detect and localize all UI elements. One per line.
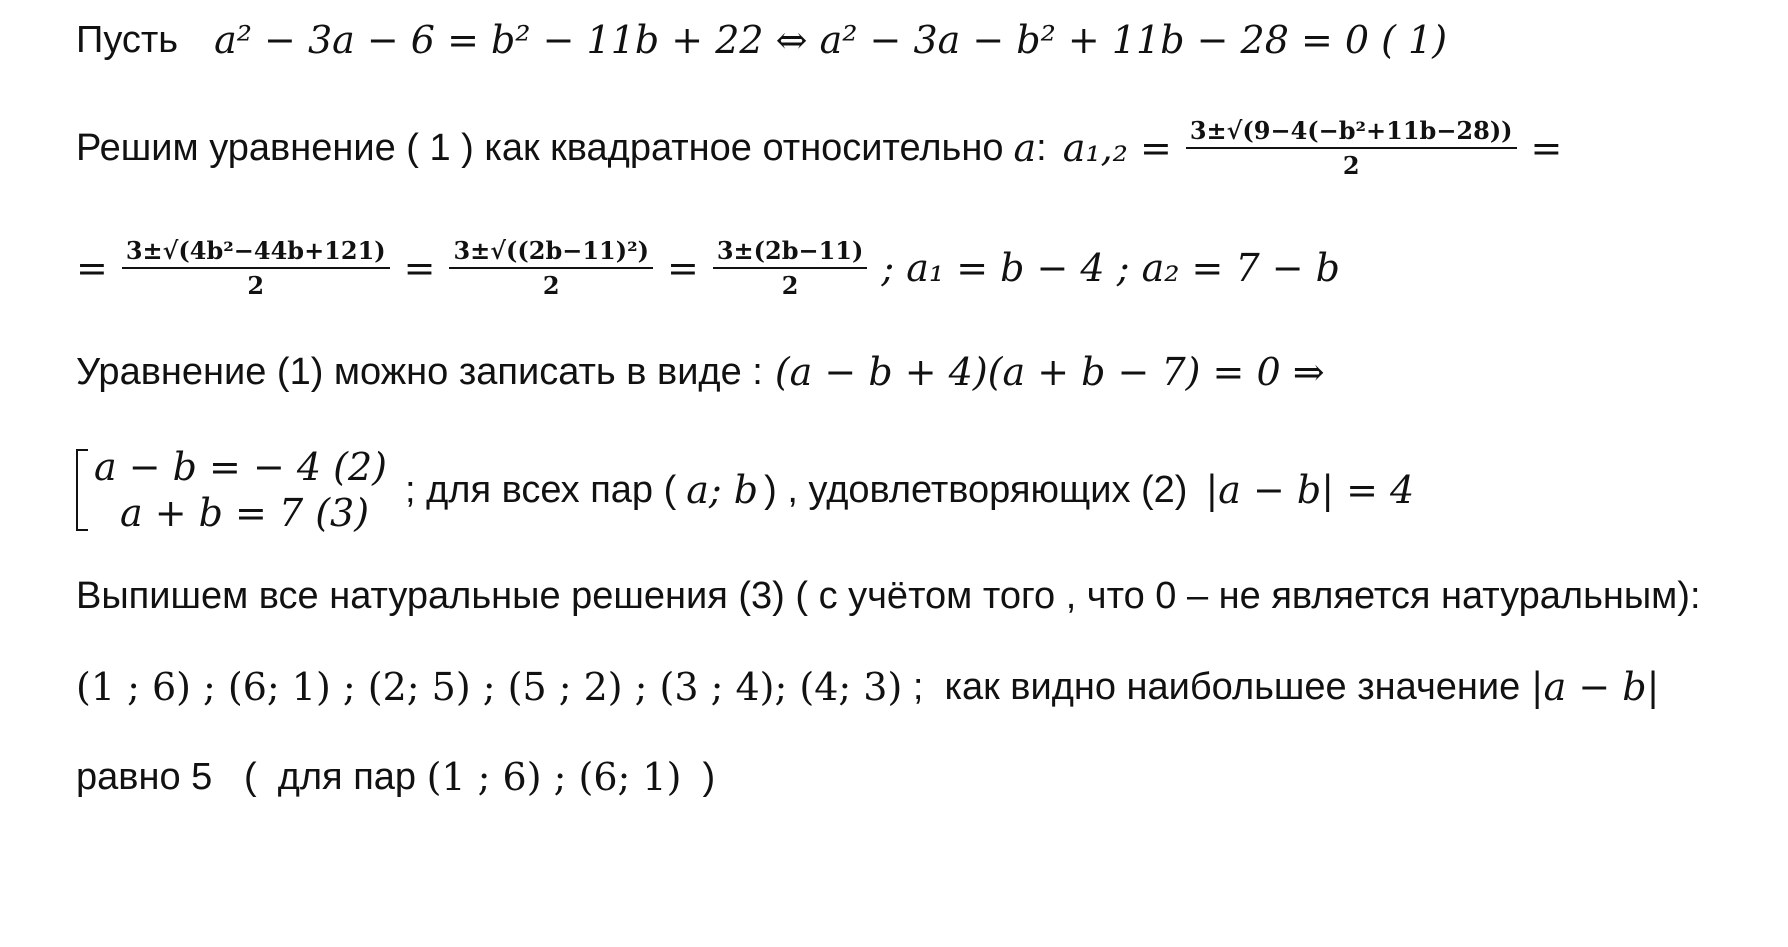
line-6 [76,575,1701,618]
line-3 [76,236,1340,300]
fraction-numerator: 3±√(9−4(−b²+11b−28)) [1186,116,1517,149]
fraction-2 [449,236,653,300]
pair-ab: a; b [686,468,759,512]
roots-result: ; a₁ = b − 4 ; a₂ = 7 − b [881,246,1340,290]
answer-text: равно 5 ( для пар [76,755,427,798]
fraction-numerator: 3±√((2b−11)²) [449,236,653,269]
fraction-denominator: 2 [1342,151,1360,180]
roots-lhs: a₁,₂ = [1062,126,1172,170]
discriminant-fraction [1186,116,1517,180]
factored-equation: (a − b + 4)(a + b − 7) = 0 ⇒ [774,350,1325,394]
system-row-1: a − b = − 4 (2) [94,445,387,489]
line-8 [76,755,715,799]
system-bracket [76,449,88,531]
solve-text: Решим уравнение ( 1 ) как квадратное относительно [76,126,1004,169]
fraction-numerator: 3±√(4b²−44b+121) [122,236,390,269]
equation-system [76,444,387,536]
equation-1: a² − 3a − 6 = b² − 11b + 22 ⇔ a² − 3a − b² + 11b − 28 = 0 ( 1) [214,18,1448,62]
fraction-numerator: 3±(2b−11) [713,236,868,269]
abs-expression: |a − b| [1530,665,1660,709]
factor-text: Уравнение (1) можно записать в виде : [76,350,763,393]
solution-pairs: (1 ; 6) ; (6; 1) ; (2; 5) ; (5 ; 2) ; (3 ; 4); (4; 3) [76,665,903,709]
answer-pairs: (1 ; 6) ; (6; 1) [426,755,682,799]
pairs-text: ; для всех пар ( [404,468,677,511]
closing-paren: ) [681,755,716,798]
fraction-1 [122,236,390,300]
line-1 [76,18,1447,62]
abs-equation: |a − b| = 4 [1205,468,1415,512]
line-2 [76,116,1562,180]
fraction-3 [713,236,868,300]
max-value-text: ; как видно наибольшее значение [902,665,1531,708]
equals-sign: = [1530,126,1563,170]
satisfying-text: ) , удовлетворяющих (2) [764,468,1188,511]
let-word: Пусть [76,18,179,61]
equals-sign: = [76,246,108,290]
equals-sign: = [403,246,436,290]
variable-a: a [1013,126,1037,170]
colon: : [1036,126,1047,169]
natural-solutions-text: Выпишем все натуральные решения (3) ( с учётом того , что 0 – не является натуральным): [76,575,1701,617]
fraction-denominator: 2 [542,271,560,300]
line-5 [76,444,1414,536]
fraction-denominator: 2 [781,271,799,300]
line-4 [76,350,1325,394]
system-row-2: a + b = 7 (3) [120,491,370,535]
equals-sign: = [666,246,699,290]
fraction-denominator: 2 [247,271,265,300]
line-7 [76,665,1659,709]
